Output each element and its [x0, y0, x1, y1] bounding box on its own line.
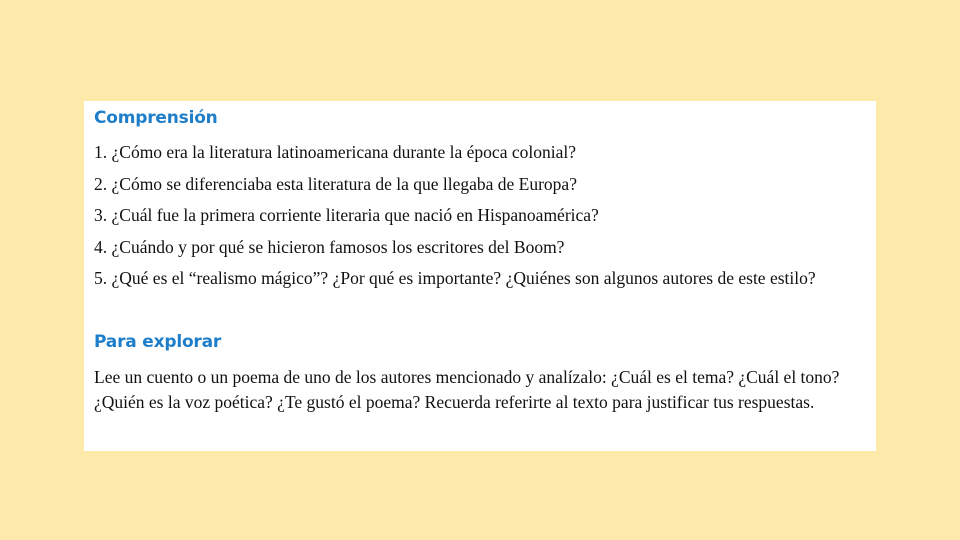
- question-item-5: 5. ¿Qué es el “realismo mágico”? ¿Por qué es importante? ¿Quiénes son algunos autores de este estilo?: [94, 268, 816, 288]
- question-list: [94, 137, 866, 295]
- para-explorar-text: Lee un cuento o un poema de uno de los autores mencionado y analízalo: ¿Cuál es el tema? ¿Cuál el tono? ¿Quién es la voz poética? ¿Te gustó el poema? Recuerda referirte al texto para justificar tus respuestas.: [94, 366, 840, 412]
- question-item-3: 3. ¿Cuál fue la primera corriente literaria que nació en Hispanoamérica?: [94, 205, 599, 225]
- para-explorar-heading: Para explorar: [94, 331, 222, 352]
- question-item-2: 2. ¿Cómo se diferenciaba esta literatura de la que llegaba de Europa?: [94, 173, 577, 194]
- question-item-1: 1. ¿Cómo era la literatura latinoamericana durante la época colonial?: [94, 142, 576, 162]
- question-item-4: 4. ¿Cuándo y por qué se hicieron famosos los escritores del Boom?: [94, 236, 565, 257]
- content-panel: [84, 101, 876, 451]
- comprension-heading: Comprensión: [94, 108, 218, 128]
